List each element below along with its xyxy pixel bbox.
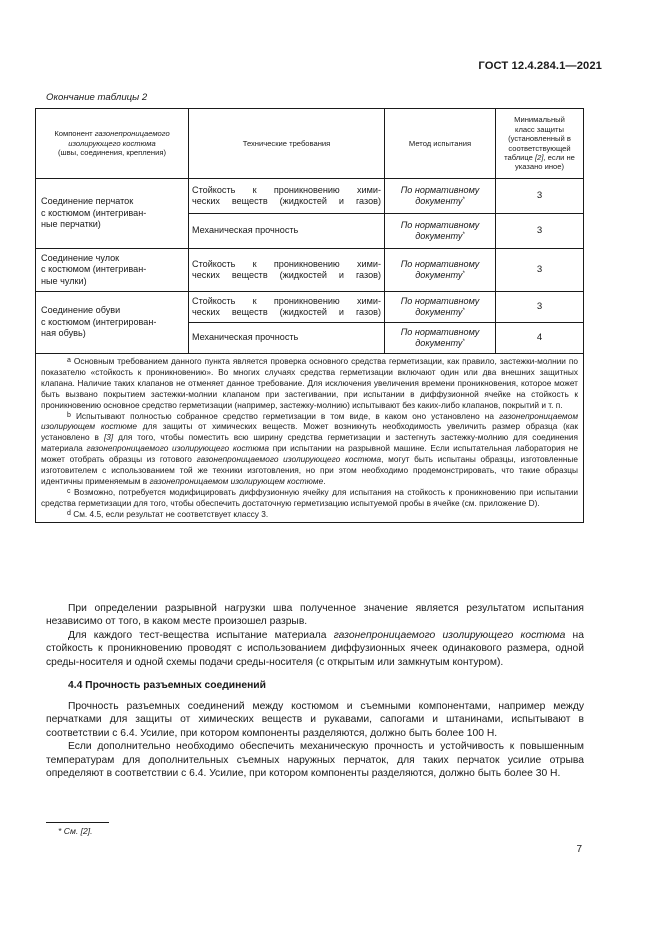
- class-cell: 3: [496, 214, 584, 249]
- requirement-cell: Стойкость к проникновению хими- ческих веществ (жидкостей и газов): [189, 292, 385, 323]
- table-row: [36, 292, 584, 323]
- footnote: * См. [2].: [58, 826, 93, 836]
- requirements-table: [35, 108, 584, 523]
- paragraph: Прочность разъемных соединений между костюмом и съемными компонентами, например между перчатками для защиты от химических веществ и рукавами, сапогами и штанинами, испытывают в соответствии с 6.4. Усилие, при котором компоненты разделяются, должно быть более 100 Н.: [46, 701, 584, 739]
- method-cell: По нормативному документу*: [385, 323, 496, 354]
- method-cell: По нормативному документу*: [385, 179, 496, 214]
- class-cell: 3: [496, 179, 584, 214]
- note-d: $^d$ См. 4.5, если результат не соответствует классу 3.: [67, 508, 269, 519]
- table-notes: [36, 354, 584, 523]
- requirement-cell: Стойкость к проникновению хими- ческих веществ (жидкостей и газов): [189, 249, 385, 292]
- body-paragraphs-2: [46, 700, 584, 780]
- header-method: Метод испытания: [385, 109, 496, 179]
- class-cell: 3: [496, 292, 584, 323]
- component-cell: Соединение перчаток с костюмом (интегриван- ные перчатки): [36, 179, 189, 249]
- method-cell: По нормативному документу*: [385, 249, 496, 292]
- document-header: ГОСТ 12.4.284.1—2021: [478, 60, 602, 72]
- table-row: [36, 249, 584, 292]
- table-header-row: [36, 109, 584, 179]
- body-paragraphs-1: [46, 602, 584, 669]
- header-class: Минимальный класс защиты (установленный в соответствующей таблице [2], если не указано иное): [496, 109, 584, 179]
- note-b: $^b$ Испытывают полностью собранное средство герметизации в том виде, в каком оно установлено на газонепроницаемом изолирующем костюме для защиты от химических веществ. Может возникнуть необходимость увеличить размер образца (как установлено в [3] для того, чтобы поместить всю ширину средства герметизации и застегнуть застежку-молнию для соединения материала газонепроницаемого изолирующего костюма при испытании на разрывной машине. Если испытательная лаборатория не может отобрать образцы из готового газонепроницаемого изолирующего костюма, могут быть испытаны образцы, изготовленные изготовителем с использованием той же техники изготовления, но при этом необходимо продемонстрировать, что такие образцы идентичны применяемым в газонепроницаемом изолирующем костюме.: [41, 410, 579, 486]
- requirement-cell: Механическая прочность: [189, 214, 385, 249]
- table-caption: Окончание таблицы 2: [46, 92, 148, 103]
- header-component: Компонент газонепроницаемого изолирующего костюма (швы, соединения, крепления): [36, 109, 189, 179]
- paragraph: Для каждого тест-вещества испытание материала газонепроницаемого изолирующего костюма на стойкость к проникновению проводят с использованием диффузионных ячеек одинакового размера, одной среды-носителя и одной схемы подачи среды-носителя (с открытым или замкнутым контуром).: [46, 629, 584, 668]
- section-title: 4.4 Прочность разъемных соединений: [68, 680, 266, 691]
- footnote-divider: [46, 822, 109, 823]
- requirement-cell: Механическая прочность: [189, 323, 385, 354]
- method-cell: По нормативному документу*: [385, 214, 496, 249]
- page-number: 7: [576, 844, 582, 855]
- requirement-cell: Стойкость к проникновению хими- ческих веществ (жидкостей и газов): [189, 179, 385, 214]
- component-cell: Соединение чулок с костюмом (интегриван- ные чулки): [36, 249, 189, 292]
- component-cell: Соединение обуви с костюмом (интегрирован- ная обувь): [36, 292, 189, 354]
- class-cell: 3: [496, 249, 584, 292]
- class-cell: 4: [496, 323, 584, 354]
- table-row: [36, 179, 584, 214]
- method-cell: По нормативному документу*: [385, 292, 496, 323]
- header-requirements: Технические требования: [189, 109, 385, 179]
- paragraph: При определении разрывной нагрузки шва полученное значение является результатом испытания независимо от того, в каком месте произошел разрыв.: [46, 603, 584, 628]
- note-c: $^c$ Возможно, потребуется модифицировать диффузионную ячейку для испытания на стойкость к проникновению при испытании средства герметизации для того, чтобы обеспечить достаточную герметизацию испытуемой пробы в ячейке (см. приложение D).: [41, 486, 578, 508]
- paragraph: Если дополнительно необходимо обеспечить механическую прочность и устойчивость к повышенным температурам для дополнительных съемных наружных перчаток, для таких перчаток усилие отрыва определяют в соответствии с 6.4. Усилие, при котором компоненты разделяются, должно быть более 30 Н.: [46, 741, 584, 780]
- note-a: $^a$ Основным требованием данного пункта является проверка основного средства герметизации, как правило, застежки-молнии по показателю «стойкость к проникновению». Во многих случаях средства герметизации включают один или два внешних защитных клапана. Наличие таких клапанов не отменяет данное требование. Для исключения увеличения времени проникновения, которое может быть вызвано покрытием застежки-молнии клапаном при застегивании, при испытании в диффузионной ячейке на стойкость к проникновению основное средство герметизации (например, застежку-молнию) испытывают без каких-либо клапанов, покрытий и т. п.: [41, 356, 578, 410]
- table-notes-row: [36, 354, 584, 523]
